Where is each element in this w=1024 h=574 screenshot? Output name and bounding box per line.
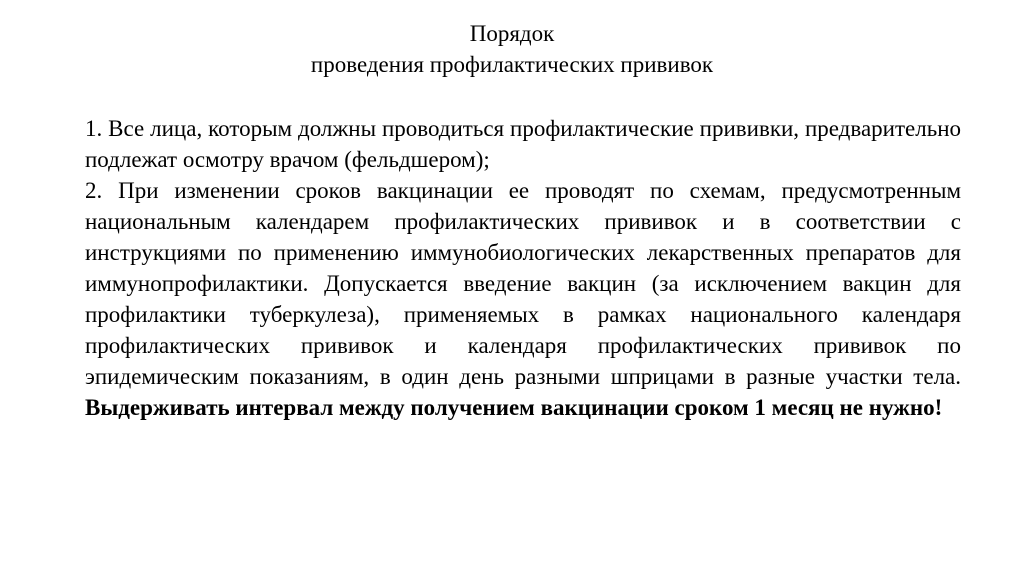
paragraph-2 [85,175,961,423]
page-title [0,18,1024,80]
title-line-2: проведения профилактических прививок [310,52,714,77]
title-line-1: Порядок [469,21,555,46]
body-text [85,113,961,423]
paragraph-1-text: 1. Все лица, которым должны проводиться профилактические прививки, предварительно подлежат осмотру врачом (фельдшером); [85,116,961,172]
paragraph-2-bold-text: Выдерживать интервал между получением вакцинации сроком 1 месяц не нужно! [85,395,943,420]
paragraph-1 [85,113,961,175]
paragraph-2-text: 2. При изменении сроков вакцинации ее проводят по схемам, предусмотренным национальным календарем профилактических прививок и в соответствии с инструкциями по применению иммунобиологических лекарственных препаратов для иммунопрофилактики. Допускается введение вакцин (за исключением вакцин для профилактики туберкулеза), применяемых в рамках национального календаря профилактических прививок и календаря профилактических прививок по эпидемическим показаниям, в один день разными шприцами в разные участки тела. [85,178,961,389]
